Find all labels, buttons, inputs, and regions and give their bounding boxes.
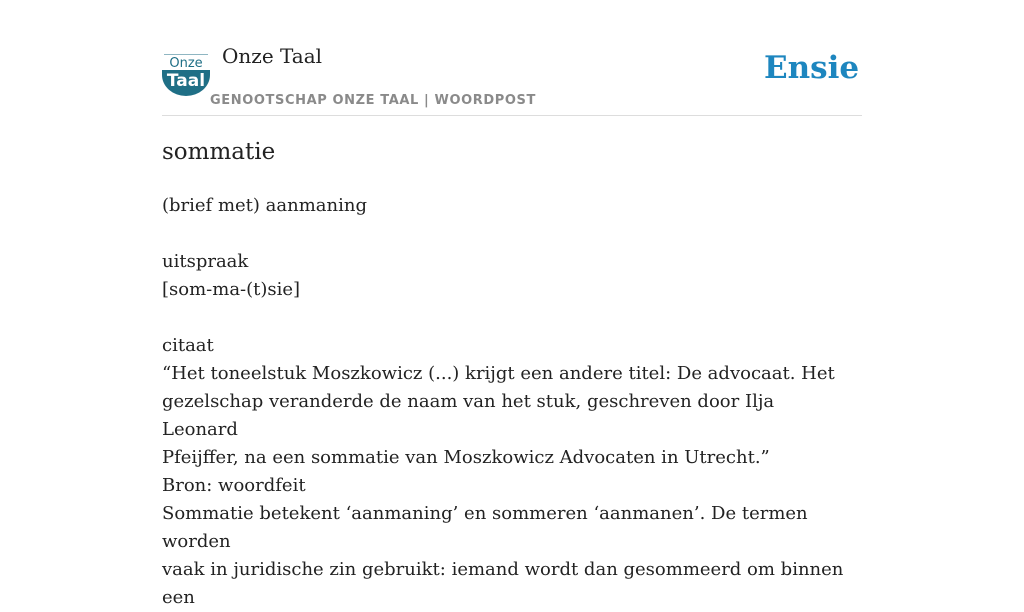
brand-name: Onze Taal: [222, 44, 323, 68]
explanation-line: vaak in juridische zin gebruikt: iemand wordt dan gesommeerd om binnen een: [162, 559, 844, 608]
entry-definition: (brief met) aanmaning: [162, 195, 367, 216]
quote-label: citaat: [162, 335, 214, 356]
spacer: [162, 304, 852, 332]
quote-line: “Het toneelstuk Moszkowicz (...) krijgt een andere titel: De advocaat. Het: [162, 363, 835, 384]
logo-text-taal: Taal: [166, 71, 206, 91]
entry-body: [162, 192, 852, 612]
quote-line: gezelschap veranderde de naam van het stuk, geschreven door Ilja Leonard: [162, 391, 775, 440]
ensie-link[interactable]: Ensie: [764, 50, 860, 86]
quote-source: Bron: woordfeit: [162, 475, 306, 496]
logo-text-onze: Onze: [169, 56, 203, 71]
explanation-line: Sommatie betekent ‘aanmaning’ en sommeren ‘aanmanen’. De termen worden: [162, 503, 808, 552]
pronunciation-label: uitspraak: [162, 251, 249, 272]
entry-headword: sommatie: [162, 139, 276, 165]
spacer: [162, 220, 852, 248]
brand-subtitle: GENOOTSCHAP ONZE TAAL | WOORDPOST: [210, 93, 536, 108]
quote-line: Pfeijffer, na een sommatie van Moszkowicz Advocaten in Utrecht.”: [162, 447, 770, 468]
header-divider: [162, 115, 862, 116]
pronunciation-value: [som-ma-(t)sie]: [162, 279, 301, 300]
onze-taal-logo: [162, 53, 210, 96]
